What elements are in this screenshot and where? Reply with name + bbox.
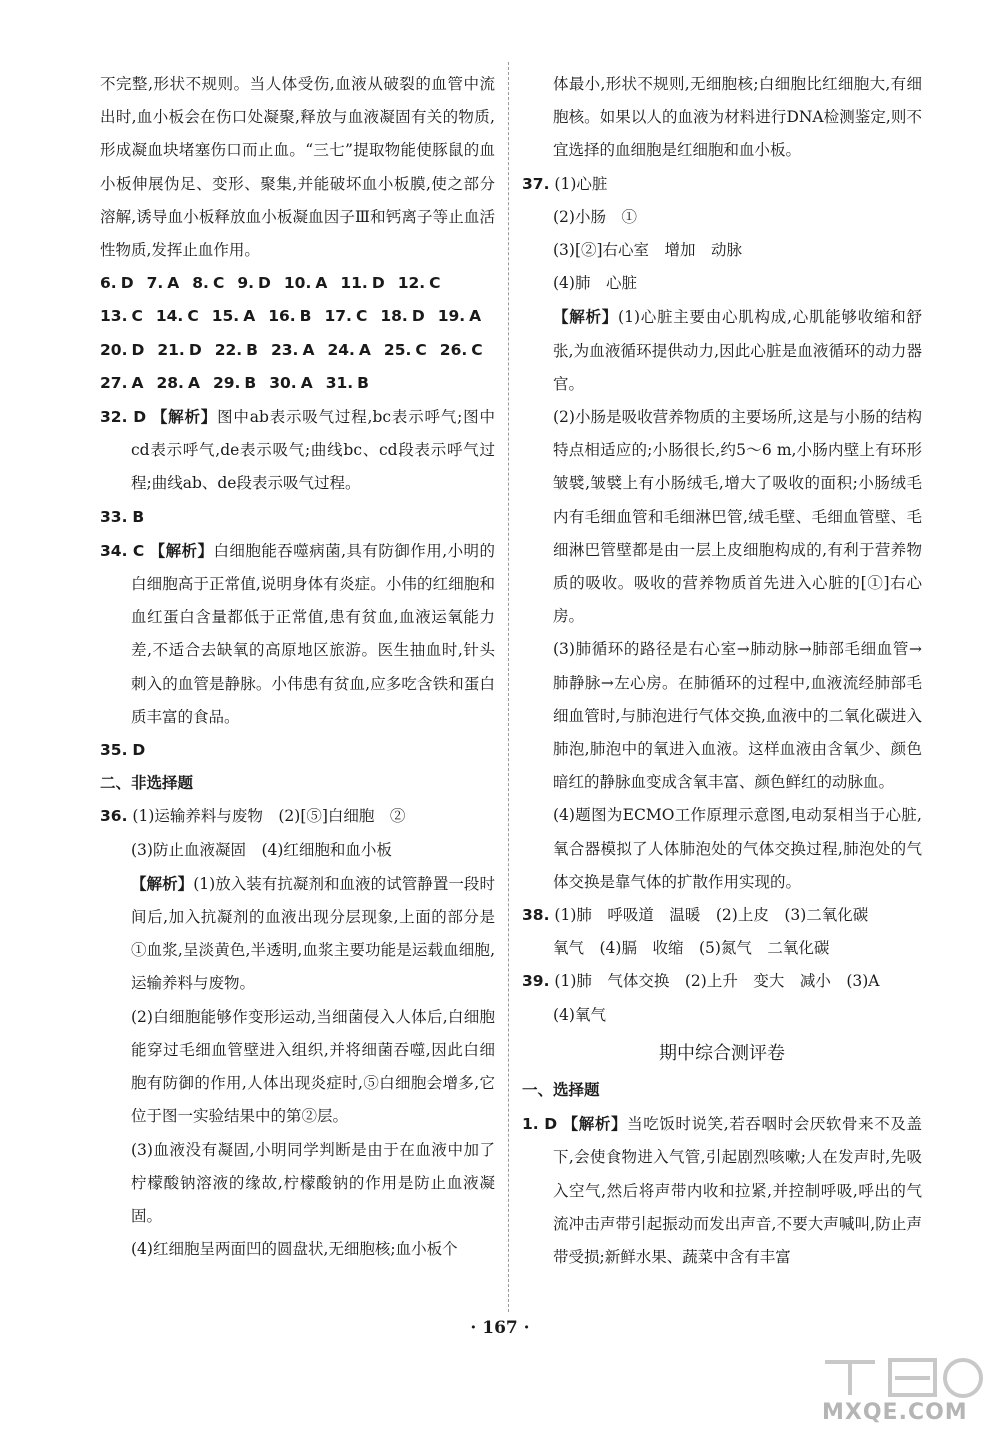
question-33: 33. B xyxy=(100,507,145,526)
question-34: 34. C 【解析】白细胞能吞噬病菌,具有防御作用,小明的白细胞高于正常值,说明身体有炎症。小伟的红细胞和血红蛋白含量都低于正常值,患有贫血,血液运氧能力差,不适合去缺氧的高原地区旅游。医生抽血时,针头刺入的血管是静脉。小伟患有贫血,应多吃含铁和蛋白质丰富的食品。 xyxy=(100,540,495,726)
mc-number: 11. xyxy=(340,274,368,293)
mc-number: 12. xyxy=(397,274,426,293)
mc-number: 31. xyxy=(325,373,354,392)
mc-answer: D xyxy=(411,307,425,326)
mc-answer: A xyxy=(358,340,371,359)
mc-number: 13. xyxy=(100,307,128,326)
mc-number: 8. xyxy=(192,274,209,293)
section-heading-non-choice: 二、非选择题 xyxy=(100,774,194,793)
mc-answer: A xyxy=(469,307,482,326)
question-37-analysis-3: (3)肺循环的路径是右心室→肺动脉→肺部毛细血管→肺静脉→左心房。在肺循环的过程中,血液流经肺部毛细血管时,与肺泡进行气体交换,血液中的二氧化碳进入肺泡,肺泡中的氧进入血液。这样血液由含氧少、颜色暗红的静脉血变成含氧丰富、颜色鲜红的动脉血。 xyxy=(553,640,922,792)
question-1: 1. D 【解析】当吃饭时说笑,若吞咽时会厌软骨来不及盖下,会使食物进入气管,引起剧烈咳嗽;人在发声时,先吸入空气,然后将声带内收和拉紧,并控制呼吸,呼出的气流冲击声带引起振动而发出声音,不要大声喊叫,防止声带受损;新鲜水果、蔬菜中含有丰富 xyxy=(522,1114,922,1266)
mc-answer: C xyxy=(415,340,427,359)
mc-answer: A xyxy=(167,274,180,293)
question-36-analysis-2: (2)白细胞能够作变形运动,当细菌侵入人体后,白细胞能穿过毛细血管壁进入组织,并将细菌吞噬,因此白细胞有防御的作用,人体出现炎症时,⑤白细胞会增多,它位于图一实验结果中的第②层。 xyxy=(131,1007,495,1126)
mc-number: 29. xyxy=(212,373,241,392)
mc-row xyxy=(100,367,495,400)
section-title-midterm: 期中综合测评卷 xyxy=(659,1042,785,1064)
mc-answer: C xyxy=(471,340,483,359)
question-32: 32. D 【解析】图中ab表示吸气过程,bc表示呼气;图中cd表示呼气,de表示吸气;曲线bc、cd段表示呼气过程;曲线ab、de段表示吸气过程。 xyxy=(100,407,495,493)
question-36-answer-line1: 36. (1)运输养料与废物 (2)[⑤]白细胞 ② xyxy=(100,807,406,826)
question-37-line4: (4)肺 心脏 xyxy=(553,274,637,293)
mc-number: 23. xyxy=(270,340,299,359)
watermark-text: MXQE.COM xyxy=(822,1400,968,1425)
question-36-analysis-4: (4)红细胞呈两面凹的圆盘状,无细胞核;血小板个 xyxy=(131,1240,458,1259)
mc-answer: D xyxy=(131,340,145,359)
column-divider xyxy=(508,62,509,1312)
right-column xyxy=(522,68,922,1274)
question-38-line1: 38. (1)肺 呼吸道 温暖 (2)上皮 (3)二氧化碳 xyxy=(522,906,869,925)
mc-number: 28. xyxy=(156,373,184,392)
mc-answer: C xyxy=(429,274,441,293)
mc-answer: A xyxy=(243,307,256,326)
mc-number: 24. xyxy=(327,340,355,359)
mc-answer: B xyxy=(357,373,369,392)
question-36-analysis-1: 【解析】(1)放入装有抗凝剂和血液的试管静置一段时间后,加入抗凝剂的血液出现分层现象,上面的部分是①血浆,呈淡黄色,半透明,血浆主要功能是运载血细胞,运输养料与废物。 xyxy=(131,873,495,993)
question-37-analysis-4: (4)题图为ECMO工作原理示意图,电动泵相当于心脏,氧合器模拟了人体肺泡处的气体交换过程,肺泡处的气体交换是靠气体的扩散作用实现的。 xyxy=(553,806,922,891)
mc-answer: D xyxy=(258,274,271,293)
paragraph-continued-right: 体最小,形状不规则,无细胞核;白细胞比红细胞大,有细胞核。如果以人的血液为材料进行DNA检测鉴定,则不宜选择的血细胞是红细胞和血小板。 xyxy=(553,75,922,160)
question-37-line3: (3)[②]右心室 增加 动脉 xyxy=(553,241,743,260)
mc-number: 7. xyxy=(146,274,164,293)
mc-row xyxy=(100,334,495,367)
mc-number: 22. xyxy=(214,340,243,359)
mc-answer: B xyxy=(246,340,258,359)
left-column xyxy=(100,68,495,1266)
mc-number: 25. xyxy=(383,340,412,359)
mc-number: 14. xyxy=(155,307,184,326)
mc-row xyxy=(100,300,495,333)
mc-number: 26. xyxy=(439,340,468,359)
mc-answer: A xyxy=(187,373,200,392)
mc-answer: C xyxy=(355,307,368,326)
question-36-answer-line2: (3)防止血液凝固 (4)红细胞和血小板 xyxy=(131,840,392,859)
question-36-analysis-3: (3)血液没有凝固,小明同学判断是由于在血液中加了柠檬酸钠溶液的缘故,柠檬酸钠的作用是防止血液凝固。 xyxy=(131,1140,495,1225)
mc-number: 6. xyxy=(100,274,117,293)
mc-answer: D xyxy=(120,274,134,293)
mc-answer: D xyxy=(188,340,202,359)
mc-answer: C xyxy=(187,307,199,326)
mc-number: 30. xyxy=(269,373,297,392)
multiple-choice-answers xyxy=(100,267,495,400)
mc-answer: A xyxy=(131,373,144,392)
question-35: 35. D xyxy=(100,741,146,760)
mc-number: 21. xyxy=(157,340,185,359)
mc-number: 16. xyxy=(268,307,296,326)
mc-number: 18. xyxy=(380,307,408,326)
mc-number: 27. xyxy=(100,373,128,392)
mc-answer: A xyxy=(302,340,315,359)
mc-number: 10. xyxy=(283,274,312,293)
question-39-line1: 39. (1)肺 气体交换 (2)上升 变大 减小 (3)A xyxy=(522,972,880,991)
mc-number: 15. xyxy=(211,307,240,326)
paragraph-continued: 不完整,形状不规则。当人体受伤,血液从破裂的血管中流出时,血小板会在伤口处凝聚,释放与血液凝固有关的物质,形成凝血块堵塞伤口而止血。“三七”提取物能使豚鼠的血小板伸展伪足、变形、聚集,并能破坏血小板膜,使之部分溶解,诱导血小板释放血小板凝血因子Ⅲ和钙离子等止血活性物质,发挥止血作用。 xyxy=(100,75,495,260)
mc-answer: C xyxy=(131,307,143,326)
question-38-line2: 氧气 (4)膈 收缩 (5)氮气 二氧化碳 xyxy=(553,939,830,958)
question-37-line2: (2)小肠 ① xyxy=(553,207,637,226)
mc-answer: C xyxy=(212,274,225,293)
question-39-line2: (4)氧气 xyxy=(553,1005,606,1024)
page-number: · 167 · xyxy=(470,1318,530,1338)
mc-number: 19. xyxy=(437,307,466,326)
mc-answer: A xyxy=(315,274,328,293)
question-37-line1: 37. (1)心脏 xyxy=(522,174,608,193)
mc-number: 17. xyxy=(324,307,352,326)
mc-answer: D xyxy=(371,274,385,293)
mc-answer: B xyxy=(299,307,312,326)
question-37-analysis-1: 【解析】(1)心脏主要由心肌构成,心肌能够收缩和舒张,为血液循环提供动力,因此心脏是血液循环的动力器官。 xyxy=(553,307,922,393)
mc-row xyxy=(100,267,495,300)
mc-answer: A xyxy=(300,373,313,392)
mc-number: 9. xyxy=(237,274,255,293)
mc-number: 20. xyxy=(100,340,128,359)
question-37-analysis-2: (2)小肠是吸收营养物质的主要场所,这是与小肠的结构特点相适应的;小肠很长,约5～6 m,小肠内壁上有环形皱襞,皱襞上有小肠绒毛,增大了吸收的面积;小肠绒毛内有毛细血管和毛细淋巴管,绒毛壁、毛细血管壁、毛细淋巴管壁都是由一层上皮细胞构成的,有利于营养物质的吸收。吸收的营养物质首先进入心脏的[①]右心房。 xyxy=(553,408,922,626)
section-heading-choice: 一、选择题 xyxy=(522,1080,600,1099)
mc-answer: B xyxy=(244,373,257,392)
